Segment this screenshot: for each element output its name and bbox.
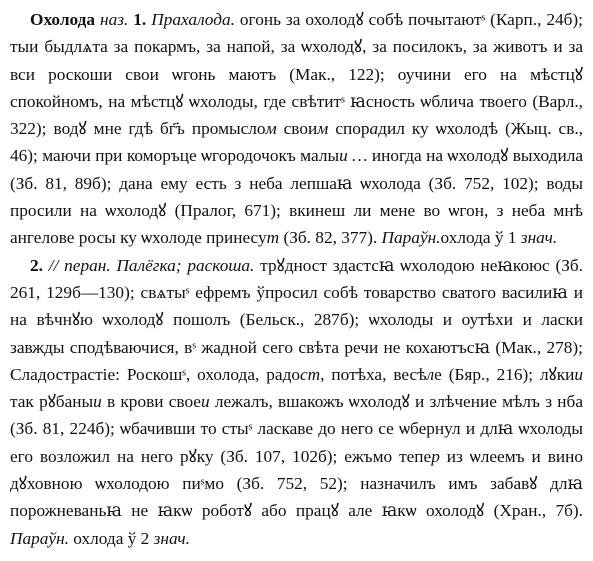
text-run: (Зб. 82, 377). — [279, 228, 382, 248]
text-run: так рꙋбаны — [10, 392, 94, 412]
sense-1-paragraph — [10, 6, 583, 252]
text-run: м — [317, 119, 329, 139]
text-run: р — [431, 446, 440, 466]
text-run: Параўн. — [381, 228, 441, 248]
text-run: и — [200, 392, 210, 412]
text-run: охлода ў 1 — [440, 228, 521, 248]
text-run: а — [369, 119, 379, 139]
text-run: , потѣха, весѣ — [320, 364, 427, 384]
text-run: огонь за охолодꙋ собѣ почытаютˢ (Карп., 24б); тыи быдлѧта за покармъ, за напой, за ѡхолодꙋ, за посилокъ, за животъ и за вси роскоши свои ѡгонь маютъ (Мак., 122); оучини его на мѣстцꙋ спокойномъ, на мѣстцꙋ ѡхолоды, где свѣтитˢ ꙗсность ѡблича твоего (Варл., 322); водꙋ мне гдѣ бг҃ъ промысло — [10, 10, 583, 139]
text-run: // перан. Палёгка; раскоша. — [48, 255, 255, 275]
text-run: ст — [300, 364, 321, 384]
part-of-speech: наз. — [100, 10, 129, 29]
text-run: знач. — [153, 528, 190, 548]
sense-1-body — [10, 10, 583, 247]
text-run: Параўн. — [10, 528, 69, 548]
text-run: спор — [328, 119, 370, 139]
text-run: дил ку ѡхолодѣ (Жыц. св., 46); маючи при коморъце ѡгородочокъ малы — [10, 119, 583, 166]
text-run: и — [574, 364, 583, 384]
headword: Охолода — [30, 10, 96, 29]
sense-2-body — [10, 256, 583, 548]
sense-number: 1. — [133, 10, 147, 29]
text-run: Прахалода. — [151, 10, 235, 29]
sense-number: 2. — [30, 255, 43, 275]
text-run: трꙋдност здастсꙗ ѡхолодою неꙗкоюс (Зб. 261, 129б—130); свѧтыˢ ефремъ ўпросил собѣ товарство сватого василиꙗ и на вѣчнꙋю ѡхолодꙋ пошолъ (Бельск., 287б); ѡхолоды и оутѣхи и ласки завжды сподѣваючися, вˢ жадной сего свѣта речи не кохаютъсꙗ (Мак., 278); Сладострастіе: Роскошˢ, охолода, радо — [10, 255, 583, 384]
text-run: в крови свое — [101, 392, 201, 412]
text-run: охлода ў 2 — [68, 528, 154, 548]
text-run: л — [426, 364, 435, 384]
text-run: и … — [339, 146, 368, 166]
text-run: м — [265, 119, 277, 139]
sense-2-paragraph — [10, 252, 583, 552]
text-run: т — [266, 228, 280, 248]
text-run: лежалъ, вшакожъ ѡхолодꙋ и злѣчение мѣлъ з нба (Зб. 81, 224б); ѡбачивши то стыˢ ласкаве до него се ѡбернул и длꙗ ѡхолоды его возложил на него рꙋку (Зб. 107, 102б); ежъмо тепе — [10, 392, 583, 466]
text-run: из ѡлеемъ и вино дꙋховною ѡхолодою пиˢмо (Зб. 752, 52); назначилъ имъ забавꙋ длꙗ порожневаньꙗ не ꙗкѡ роботꙋ або працꙋ але ꙗкѡ охолодꙋ (Хран., 7б). — [10, 446, 583, 521]
text-run: и — [93, 392, 102, 412]
text-run: свои — [276, 119, 318, 139]
text-run: иногда на ѡхолодꙋ выходила (Зб. 81, 89б); дана ему есть з неба лепшаꙗ ѡхолода (Зб. 752, 102); воды просили на ѡхолодꙋ (Пралог, 671); вкинеш ли мене во ѡгон, з неба мнѣ ангелове росы ку ѡхолоде принесу — [10, 146, 584, 248]
text-run: е (Бяр., 216); лꙋки — [434, 364, 575, 384]
text-run: знач. — [520, 228, 558, 248]
